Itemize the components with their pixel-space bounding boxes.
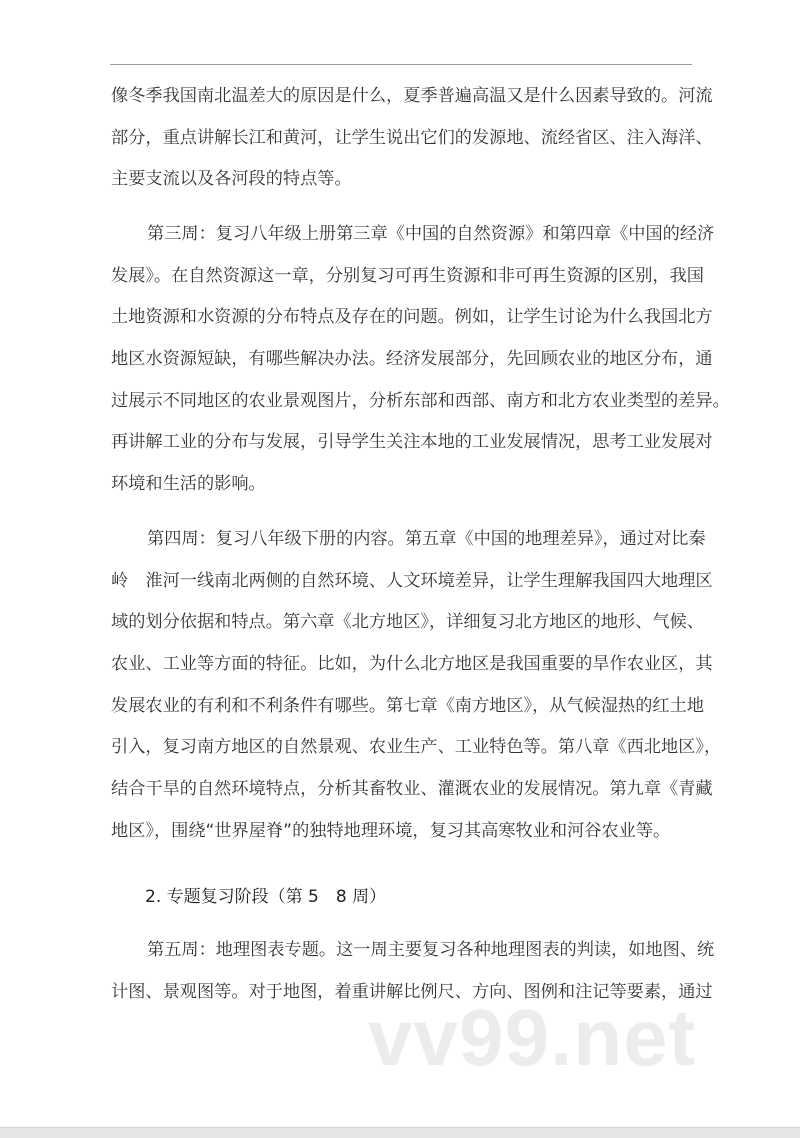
text-line: 环境和生活的影响。	[111, 474, 266, 495]
text-line: 第五周：地理图表专题。这一周主要复习各种地理图表的判读，如地图、统	[147, 940, 715, 960]
page-header-rule	[110, 64, 692, 65]
text-line: 土地资源和水资源的分布特点及存在的问题。例如，让学生讨论为什么我国北方	[111, 307, 713, 328]
watermark: vv99.net	[368, 993, 697, 1082]
text-line: 引入，复习南方地区的自然景观、农业生产、工业特色等。第八章《西北地区》，	[111, 737, 722, 758]
text-line: 农业、工业等方面的特征。比如，为什么北方地区是我国重要的旱作农业区，其	[111, 654, 713, 675]
text-line: 发展农业的有利和不利条件有哪些。第七章《南方地区》，从气候湿热的红土地	[111, 695, 704, 716]
text-line: 主要支流以及各河段的特点等。	[111, 169, 352, 190]
section-heading: 2. 专题复习阶段（第 5 8 周）	[145, 887, 387, 907]
text-line: 再讲解工业的分布与发展，引导学生关注本地的工业发展情况，思考工业发展对	[111, 432, 713, 453]
text-line: 岭 淮河一线南北两侧的自然环境、人文环境差异，让学生理解我国四大地理区	[111, 570, 713, 591]
text-line: 地区》，围绕“世界屋脊”的独特地理环境，复习其高寒牧业和河谷农业等。	[111, 820, 671, 841]
text-line: 过展示不同地区的农业景观图片，分析东部和西部、南方和北方农业类型的差异。	[111, 390, 730, 411]
text-line: 像冬季我国南北温差大的原因是什么，夏季普遍高温又是什么因素导致的。河流	[111, 86, 713, 106]
text-line: 发展》。在自然资源这一章，分别复习可再生资源和非可再生资源的区别，我国	[111, 265, 704, 286]
paragraph-climate-rivers	[111, 76, 713, 201]
text-line: 计图、景观图等。对于地图，着重讲解比例尺、方向、图例和注记等要素，通过	[111, 981, 713, 1002]
text-line: 地区水资源短缺，有哪些解决办法。经济发展部分，先回顾农业的地区分布，通	[111, 349, 713, 370]
text-line: 第四周：复习八年级下册的内容。第五章《中国的地理差异》，通过对比秦	[147, 529, 706, 549]
text-line: 第三周：复习八年级上册第三章《中国的自然资源》和第四章《中国的经济	[147, 224, 715, 244]
page-bottom-edge	[0, 1127, 800, 1138]
text-line: 域的划分依据和特点。第六章《北方地区》，详细复习北方地区的地形、气候、	[111, 612, 704, 633]
paragraph-week-4	[111, 519, 722, 853]
paragraph-week-3	[111, 214, 730, 506]
text-line: 结合干旱的自然环境特点，分析其畜牧业、灌溉农业的发展情况。第九章《青藏	[111, 779, 713, 800]
text-line: 部分，重点讲解长江和黄河，让学生说出它们的发源地、流经省区、注入海洋、	[111, 127, 713, 148]
